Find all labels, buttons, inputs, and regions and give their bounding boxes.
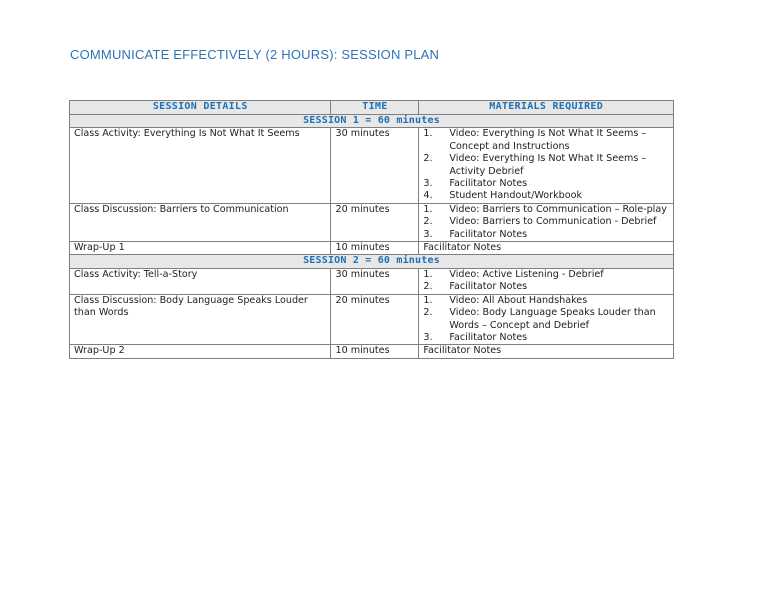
list-item: 3. Facilitator Notes — [423, 178, 528, 190]
time-cell: 30 minutes — [331, 268, 419, 294]
materials-cell: Facilitator Notes — [419, 242, 674, 255]
time-cell: 20 minutes — [331, 294, 419, 345]
table-row — [70, 242, 674, 255]
list-item: 2. Facilitator Notes — [423, 281, 528, 293]
session-details-cell: Wrap-Up 1 — [70, 242, 331, 255]
session-2-label: SESSION 2 = 60 minutes — [70, 255, 674, 268]
list-item: 2. Video: Barriers to Communication - Debrief — [423, 216, 657, 228]
materials-list — [423, 295, 669, 345]
materials-cell — [419, 294, 674, 345]
materials-cell — [419, 268, 674, 294]
list-item: 3. Facilitator Notes — [423, 331, 528, 343]
list-item: 1. Video: All About Handshakes — [423, 294, 588, 306]
table-row — [70, 345, 674, 358]
header-materials-required: MATERIALS REQUIRED — [419, 101, 674, 115]
list-item: 2. Video: Everything Is Not What It Seems – Activity Debrief — [423, 153, 647, 177]
session-details-cell: Class Discussion: Body Language Speaks Louder than Words — [70, 294, 331, 345]
table-row — [70, 268, 674, 294]
session-1-label: SESSION 1 = 60 minutes — [70, 115, 674, 128]
materials-list — [423, 128, 669, 202]
session-details-cell: Class Discussion: Barriers to Communication — [70, 203, 331, 241]
table-row — [70, 128, 674, 203]
list-item: 3. Facilitator Notes — [423, 228, 528, 240]
materials-list — [423, 269, 669, 294]
time-cell: 30 minutes — [331, 128, 419, 203]
list-item: 4. Student Handout/Workbook — [423, 190, 583, 202]
session-2-header-row — [70, 255, 674, 268]
materials-cell: Facilitator Notes — [419, 345, 674, 358]
page-title: COMMUNICATE EFFECTIVELY (2 HOURS): SESSION PLAN — [70, 47, 440, 62]
materials-cell — [419, 128, 674, 203]
session-details-cell: Class Activity: Everything Is Not What It Seems — [70, 128, 331, 203]
list-item: 1. Video: Active Listening - Debrief — [423, 268, 604, 280]
header-session-details: SESSION DETAILS — [70, 101, 331, 115]
session-details-cell: Class Activity: Tell-a-Story — [70, 268, 331, 294]
time-cell: 10 minutes — [331, 242, 419, 255]
table-row — [70, 294, 674, 345]
session-1-header-row — [70, 115, 674, 128]
session-plan-table — [69, 100, 674, 359]
time-cell: 10 minutes — [331, 345, 419, 358]
time-cell: 20 minutes — [331, 203, 419, 241]
list-item: 1. Video: Everything Is Not What It Seems – Concept and Instructions — [423, 128, 647, 152]
table-header-row — [70, 101, 674, 115]
table-row — [70, 203, 674, 241]
materials-cell — [419, 203, 674, 241]
materials-list — [423, 204, 669, 241]
header-time: TIME — [331, 101, 419, 115]
list-item: 2. Video: Body Language Speaks Louder than Words – Concept and Debrief — [423, 307, 656, 331]
list-item: 1. Video: Barriers to Communication – Role-play — [423, 203, 667, 215]
session-details-cell: Wrap-Up 2 — [70, 345, 331, 358]
